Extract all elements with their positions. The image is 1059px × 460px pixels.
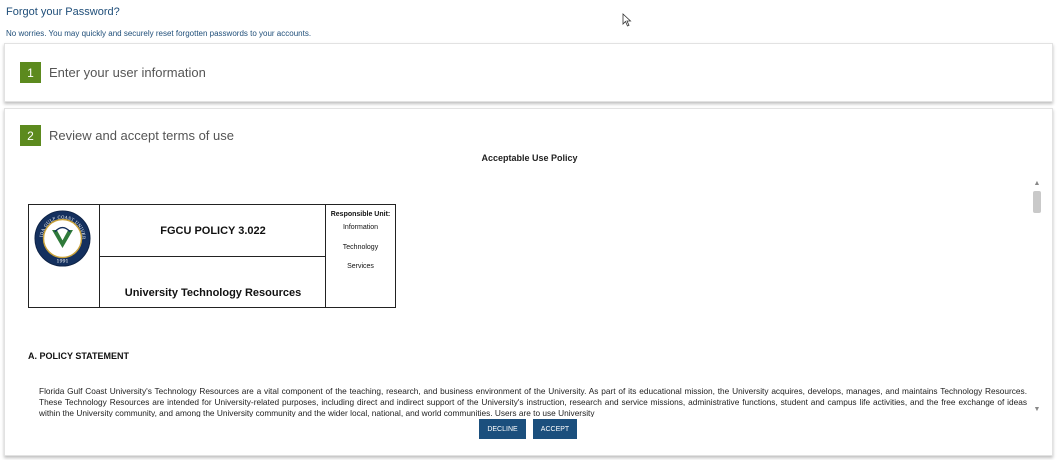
step-2-header xyxy=(20,125,234,146)
mouse-cursor-icon xyxy=(622,13,632,27)
page-title: Forgot your Password? xyxy=(6,6,120,18)
scroll-down-arrow-icon[interactable]: ▼ xyxy=(1033,406,1041,413)
policy-info-table xyxy=(28,204,396,308)
step-2-panel xyxy=(4,108,1053,456)
policy-number: FGCU POLICY 3.022 xyxy=(100,205,326,257)
university-seal-icon xyxy=(34,210,91,267)
page-subtitle: No worries. You may quickly and securely reset forgotten passwords to your accounts. xyxy=(6,29,312,38)
responsible-unit-label: Responsible Unit: xyxy=(330,211,391,218)
decline-button[interactable]: DECLINE xyxy=(479,419,526,439)
section-a-text: Florida Gulf Coast University's Technology Resources are a vital component of the teaching, research, and business environment of the University. As part of its educational mission, the University acquires, develops, manages, and maintains Technology Resources. These Technology Resources are intended for University-related purposes, including direct and indirect support of the University's instruction, research and service missions, administrative functions, student and campus life activities, and the free exchange of ideas within the University community, and among the University community and the wider local, national, and world communities. Users are to use University xyxy=(39,386,1027,417)
seal-year: 1991 xyxy=(56,259,69,265)
responsible-unit-cell xyxy=(326,205,395,307)
step-1-header[interactable] xyxy=(20,62,206,83)
step-1-badge: 1 xyxy=(20,62,41,83)
step-1-panel[interactable] xyxy=(4,43,1053,102)
step-1-label: Enter your user information xyxy=(49,65,206,80)
section-a-title: A. POLICY STATEMENT xyxy=(28,351,130,361)
responsible-unit-line: Information xyxy=(342,224,379,231)
step-2-badge: 2 xyxy=(20,125,41,146)
accept-button[interactable]: ACCEPT xyxy=(533,419,577,439)
terms-viewer[interactable] xyxy=(13,179,1043,417)
scrollbar-thumb[interactable] xyxy=(1033,191,1041,213)
policy-title: University Technology Resources xyxy=(124,287,302,299)
step-2-label: Review and accept terms of use xyxy=(49,128,234,143)
policy-logo-cell xyxy=(29,205,100,307)
svg-text:FLORIDA GULF COAST UNIVERSITY: IDA GULF COAST UNIVER xyxy=(38,214,87,240)
responsible-unit-line: Technology xyxy=(342,243,379,251)
scroll-up-arrow-icon[interactable]: ▲ xyxy=(1033,180,1041,187)
responsible-unit-line: Services xyxy=(347,263,374,270)
policy-title-cell xyxy=(100,205,326,307)
policy-heading: Acceptable Use Policy xyxy=(481,153,578,163)
